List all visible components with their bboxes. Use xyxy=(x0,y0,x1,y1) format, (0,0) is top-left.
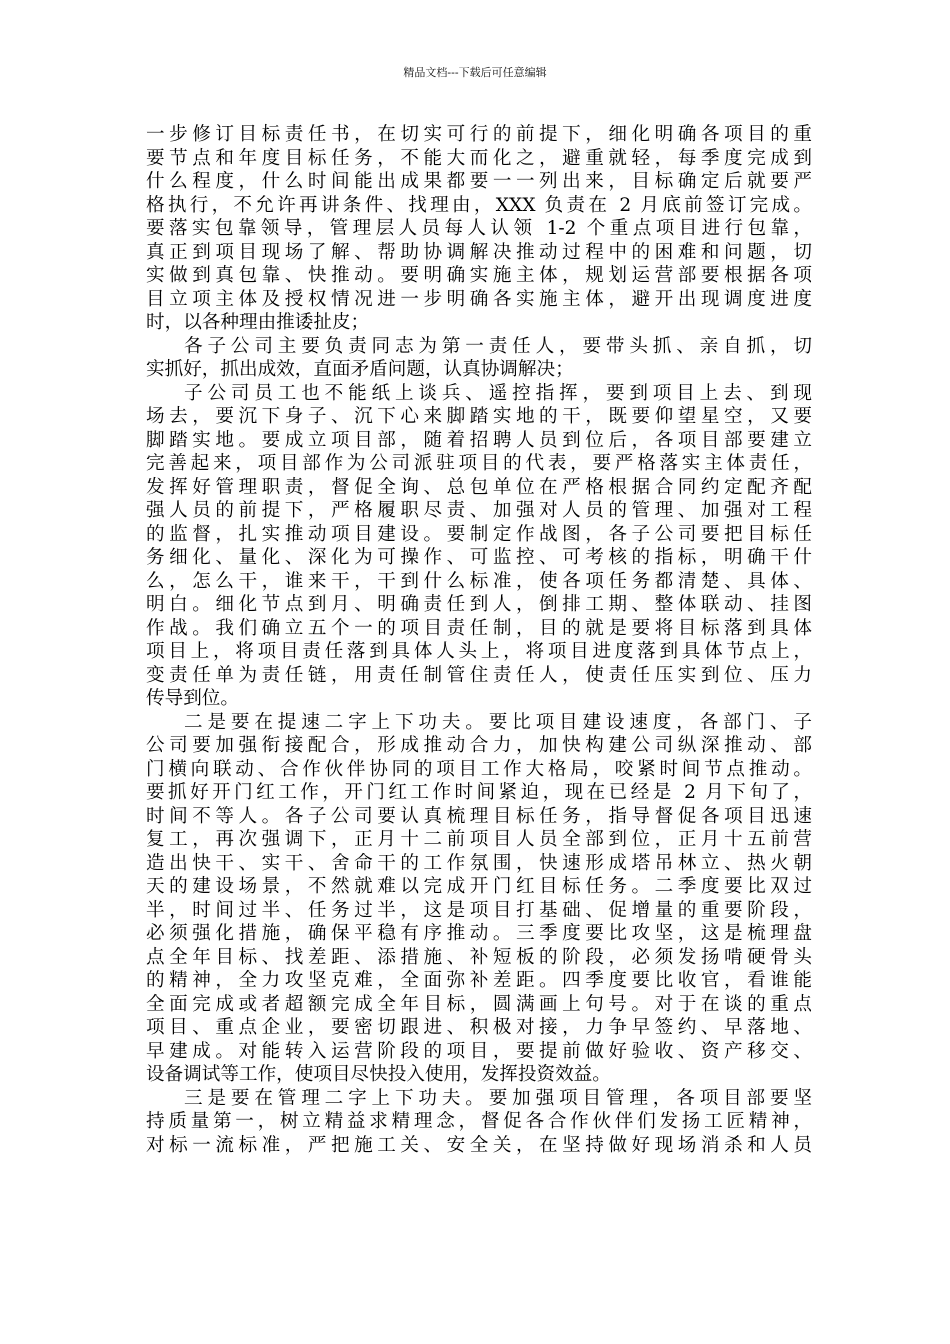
text-line: 公司要加强衔接配合，形成推动合力，加快构建公司纵深推动、部 xyxy=(146,735,812,756)
text-line: 传导到位。 xyxy=(146,688,239,709)
text-line: 真正到项目现场了解、帮助协调解决推动过程中的困难和问题，切 xyxy=(146,241,812,263)
text-line: 设备调试等工作，使项目尽快投入使用，发挥投资效益。 xyxy=(146,1064,611,1085)
text-line: 造出快干、实干、舍命干的工作氛围，快速形成塔吊林立、热火朝 xyxy=(146,852,812,874)
text-line: 的精神，全力攻坚克难，全面弥补差距。四季度要比收官，看谁能 xyxy=(146,970,812,991)
text-line: 什么程度，什么时间能出成果都要一一列出来，目标确定后就要严 xyxy=(146,171,812,192)
text-line: 完善起来，项目部作为公司派驻项目的代表，要严格落实主体责任， xyxy=(146,453,812,474)
text-line: 时间不等人。各子公司要认真梳理目标任务，指导督促各项目迅速 xyxy=(146,805,812,827)
text-line: 必须强化措施，确保平稳有序推动。三季度要比攻坚，这是梳理盘 xyxy=(146,923,812,944)
text-line: 发挥好管理职责，督促全询、总包单位在严格根据合同约定配齐配 xyxy=(146,476,812,498)
document-body xyxy=(146,123,812,1157)
page-header: 精品文档---下载后可任意编辑 xyxy=(403,66,547,79)
text-line: 场去，要沉下身子、沉下心来脚踏实地的干，既要仰望星空，又要 xyxy=(146,406,812,427)
text-line: 二是要在提速二字上下功夫。要比项目建设速度，各部门、子 xyxy=(184,711,812,733)
text-line: 全面完成或者超额完成全年目标，圆满画上句号。对于在谈的重点 xyxy=(146,993,812,1015)
text-line: 对标一流标准，严把施工关、安全关，在坚持做好现场消杀和人员 xyxy=(146,1134,812,1156)
text-line: 子公司员工也不能纸上谈兵、遥控指挥，要到项目上去、到现 xyxy=(184,382,812,404)
text-line: 一步修订目标责任书，在切实可行的前提下，细化明确各项目的重 xyxy=(146,124,812,145)
text-line: 要节点和年度目标任务，不能大而化之，避重就轻，每季度完成到 xyxy=(146,147,812,169)
text-line: 门横向联动、合作伙伴协同的项目工作大格局，咬紧时间节点推动。 xyxy=(146,758,812,780)
text-line: 实做到真包靠、快推动。要明确实施主体，规划运营部要根据各项 xyxy=(146,265,812,286)
text-line: 项目、重点企业，要密切跟进、积极对接，力争早签约、早落地、 xyxy=(146,1017,812,1038)
text-line: 么，怎么干，谁来干，干到什么标准，使各项任务都清楚、具体、 xyxy=(146,570,812,592)
text-line: 早建成。对能转入运营阶段的项目，要提前做好验收、资产移交、 xyxy=(146,1040,812,1062)
text-line: 时，以各种理由推诿扯皮； xyxy=(146,312,370,333)
text-line: 点全年目标、找差距、添措施、补短板的阶段，必须发扬啃硬骨头 xyxy=(146,946,812,968)
text-line: 三是要在管理二字上下功夫。要加强项目管理，各项目部要坚 xyxy=(184,1087,812,1109)
text-line: 持质量第一，树立精益求精理念，督促各合作伙伴们发扬工匠精神， xyxy=(146,1111,812,1132)
text-line: 务细化、量化、深化为可操作、可监控、可考核的指标，明确干什 xyxy=(146,547,812,568)
text-line: 目立项主体及授权情况进一步明确各实施主体，避开出现调度进度 xyxy=(146,288,812,310)
text-line: 要落实包靠领导，管理层人员每人认领 1-2 个重点项目进行包靠， xyxy=(146,218,812,239)
text-line: 明白。细化节点到月、明确责任到人，倒排工期、整体联动、挂图 xyxy=(146,594,812,615)
text-line: 天的建设场景，不然就难以完成开门红目标任务。二季度要比双过 xyxy=(146,876,812,897)
text-line: 格执行，不允许再讲条件、找理由，XXX 负责在 2 月底前签订完成。 xyxy=(146,194,812,216)
text-line: 要抓好开门红工作，开门红工作时间紧迫，现在已经是 2 月下旬了， xyxy=(146,782,812,803)
text-line: 半，时间过半、任务过半，这是项目打基础、促增量的重要阶段， xyxy=(146,899,812,921)
text-line: 脚踏实地。要成立项目部，随着招聘人员到位后，各项目部要建立 xyxy=(146,429,812,451)
text-line: 作战。我们确立五个一的项目责任制，目的就是要将目标落到具体 xyxy=(146,617,812,639)
text-line: 变责任单为责任链，用责任制管住责任人，使责任压实到位、压力 xyxy=(146,664,812,686)
text-line: 的监督，扎实推动项目建设。要制定作战图，各子公司要把目标任 xyxy=(146,523,812,545)
text-line: 各子公司主要负责同志为第一责任人，要带头抓、亲自抓，切 xyxy=(184,335,812,357)
text-line: 复工，再次强调下，正月十二前项目人员全部到位，正月十五前营 xyxy=(146,829,812,850)
text-line: 实抓好，抓出成效，直面矛盾问题，认真协调解决； xyxy=(146,359,574,380)
text-line: 项目上，将项目责任落到具体人头上，将项目进度落到具体节点上， xyxy=(146,641,812,662)
text-line: 强人员的前提下，严格履职尽责、加强对人员的管理、加强对工程 xyxy=(146,500,812,521)
